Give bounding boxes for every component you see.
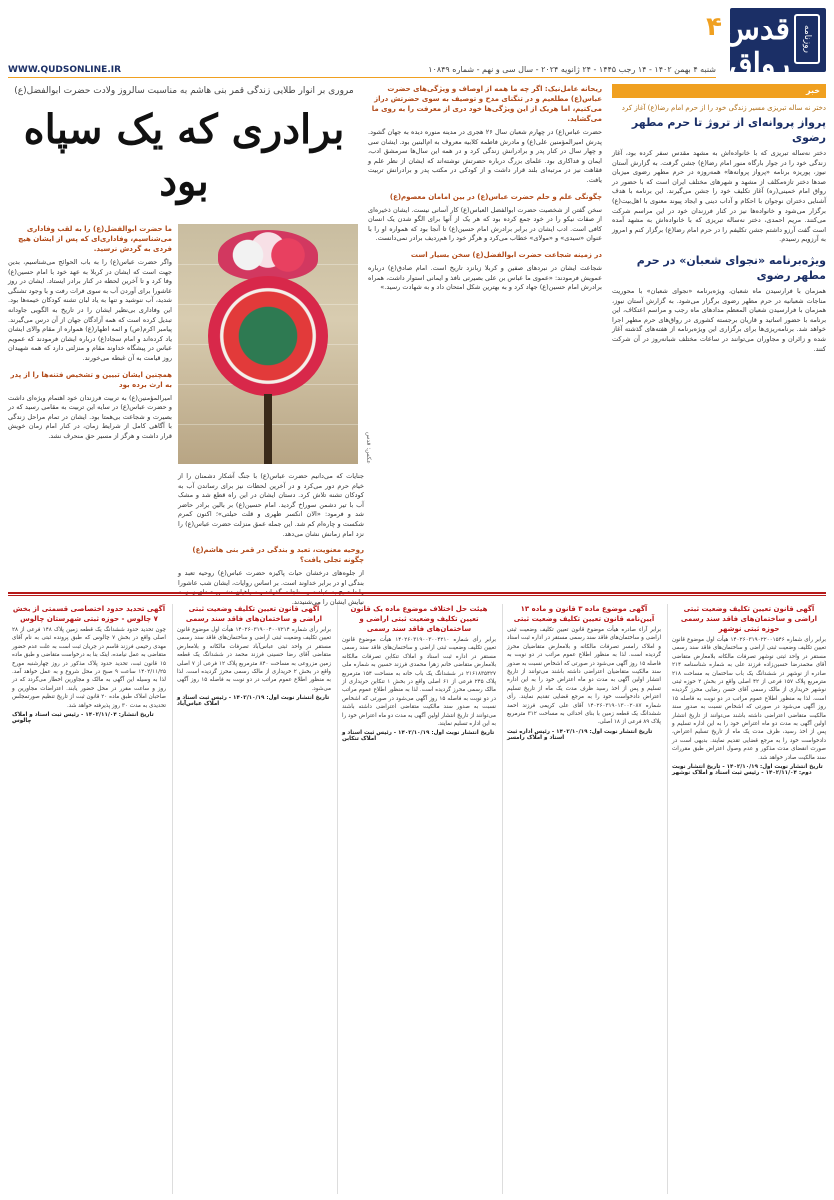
feature-lead-body2: امیرالمؤمنین(ع) به تربیت فرزندان خود اهتمام ویژه‌ای داشت و حضرت عباس(ع) در سایه این تربیت به مقامی رسید که در بصیرت و شجاعت بی‌همتا بود. ایشان در تمام مراحل زندگی با آگاهی کامل از شرایط زمان، در کنار امام زمان خویش قرار داشت و هرگز از مسیر حق منحرف نشد. — [8, 393, 172, 440]
issue-meta-row — [8, 62, 716, 78]
notice-title: آگهی قانون تعیین تکلیف وضعیت ثبتی اراضی و ساختمان‌های فاقد سند رسمی حوزه ثبتی نوشهر — [680, 605, 818, 633]
issue-date-line: شنبه ۴ بهمن ۱۴۰۲ - ۱۴ رجب ۱۴۴۵ - ۲۴ ژانویه ۲۰۲۴ - سال سی و نهم - شماره ۱۰۸۴۹ — [428, 65, 716, 74]
feature-mid-body3: شجاعت ایشان در نبردهای صفین و کربلا زبانزد تاریخ است. امام صادق(ع) درباره عمویش فرمودند: «عموی ما عباس بن علی بصیرتی نافذ و ایمانی استوار داشت، همراه برادرش امام حسین(ع) جهاد کرد و به بهترین شکل امتحان داد و به شهادت رسید.» — [368, 263, 602, 292]
feature-mid-subhead: چگونگی علم و حلم حضرت عباس(ع) در بین امامان معصوم(ع) — [389, 192, 602, 201]
site-url-link[interactable]: WWW.QUDSONLINE.IR — [8, 64, 122, 75]
notice-title: هیئت حل اختلاف موضوع ماده یک قانون تعیین تکلیف وضعیت ثبتی اراضی و ساختمان‌های فاقد سند رسمی — [350, 605, 488, 633]
notice-body: چون تحدید حدود ششدانگ یک قطعه زمین پلاک ۱۴۸ فرعی از ۲۸ اصلی واقع در بخش ۷ چالوس که طبق پرونده ثبتی به نام آقای مهدی رحیمی فرزند قاسم در جریان ثبت است به علت عدم حضور متقاضی به عمل نیامده، اینک بنا به درخواست متقاضی و طبق ماده ۱۵ قانون ثبت، تحدید حدود پلاک مذکور در روز چهارشنبه مورخ ۱۴۰۲/۱۱/۲۵ ساعت ۹ صبح در محل شروع و به عمل خواهد آمد. لذا به وسیله این آگهی به مالک و مجاورین اخطار می‌گردد که در روز و ساعت مقرر در محل حضور یابند. اعتراضات مجاورین و صاحبان املاک طبق ماده ۲۰ قانون ثبت از تاریخ تنظیم صورتمجلس تحدیدی به مدت ۳۰ روز پذیرفته خواهد شد. — [11, 627, 166, 709]
notice-signature: تاریخ انتشار: ۱۴۰۲/۱۱/۰۴ - رئیس ثبت اسناد و املاک چالوس — [12, 712, 154, 725]
logo-emblem-icon: روزنامه — [794, 14, 820, 64]
feature-column-left — [8, 224, 172, 442]
photo-caption: عکس: قدس — [365, 432, 372, 464]
news1-body: دختر نه‌ساله تبریزی که با خانواده‌اش به مشهد مقدس سفر کرده بود، آغاز زندگی خود را در جوار بارگاه منور امام رضا(ع) جشن گرفت. به گزارش آستان نیوز، پوریزه برنامه «پرواز پروانه‌ها» همه‌روزه در حرم مطهر رضوی میزبان صدها دختر تازه‌مکلف از مشهد و شهرهای مختلف ایران است که با حضور در رواق امام خمینی(ره) آغاز تکلیف خود را جشن می‌گیرند. این برنامه با هدف آشنایی دختران نوجوان با احکام و آداب دینی و ایجاد پیوند معنوی با اهل‌بیت(ع) برگزار می‌شود و خانواده‌ها نیز در کنار فرزندان خود در این مراسم شرکت می‌کنند. مریم احمدی، دختر نه‌ساله تبریزی که با خانواده‌اش به مشهد آمده است گفت آرزو داشتم جشن تکلیفم را در حرم امام رضا(ع) برگزار کنم و امروز به آرزویم رسیدم. — [612, 149, 826, 244]
notice-column — [8, 604, 166, 1194]
notice-signature: تاریخ انتشار نوبت اول: ۱۴۰۲/۱۰/۱۹ - رئیس ثبت اسناد و املاک تنکابن — [342, 730, 495, 743]
notice-title: آگهی موضوع ماده ۳ قانون و ماده ۱۳ آیین‌نامه قانون تعیین تکلیف وضعیت ثبتی — [513, 605, 655, 623]
masthead — [0, 0, 834, 80]
notice-item — [672, 604, 826, 776]
notice-column — [502, 604, 661, 1194]
feature-article — [8, 84, 602, 606]
feature-below-body2: از جلوه‌های درخشان حیات پاکیزه حضرت عباس(ع) روحیه تعبد و بندگی او در برابر خداوند است. بر اساس روایات، ایشان شب عاشورا را تا صبح به عبادت و مناجات گذراند و سپاهیان دشمن صدای زمزمه نیایش ایشان را می‌شنیدند. — [178, 569, 364, 606]
section-divider — [8, 592, 826, 596]
wreath-stand-icon — [264, 394, 272, 464]
notice-title: آگهی تحدید حدود اختصاصی قسمتی از بخش ۷ چالوس - حوزه ثبتی شهرستان چالوس — [12, 605, 166, 623]
legal-notices — [8, 604, 826, 1194]
feature-lead-body: واگر حضرت عباس(ع) را به باب الحوائج می‌شناسیم، بدین جهت است که ایشان در کربلا به عهد خود با امام حسین(ع) وفا کرد و تا آخرین لحظه در کنار برادر ایستاد. ایشان در روز عاشورا برای آوردن آب به سوی فرات رفت و با وجود تشنگی شدید، آب ننوشید و تنها به یاد لبان تشنه کودکان خیمه‌ها بود. این وفاداری بی‌نظیر ایشان را در تاریخ به الگویی جاودانه تبدیل کرده است که همه آزادگان جهان از آن درس می‌گیرند. پیامبر اکرم(ص) و ائمه اطهار(ع) همواره از مقام والای ایشان یاد کرده‌اند و امام سجاد(ع) درباره ایشان فرمودند که عمویم عباس در پیشگاه خداوند مقام و منزلتی دارد که همه شهیدان روز قیامت به آن غبطه می‌خورند. — [8, 258, 172, 362]
notice-signature: تاریخ انتشار نوبت اول: ۱۴۰۲/۱۰/۱۹ - تاریخ انتشار نوبت دوم: ۱۴۰۲/۱۱/۰۴ - رئیس ثبت اسناد و املاک نوشهر — [672, 764, 823, 777]
notice-title: آگهی قانون تعیین تکلیف وضعیت ثبتی اراضی و ساختمان‌های فاقد سند رسمی — [185, 605, 323, 623]
feature-mid-body2: سخن گفتن از شخصیت حضرت ابوالفضل العباس(ع) کار آسانی نیست. ایشان ذخیره‌ای از صفات نیکو را در خود جمع کرده بود که هر یک از آنها برای الگو شدن یک انسان کافی است. ادب ایشان در برابر برادرش امام حسین(ع) تا آنجا بود که همواره او را با عنوان «سیدی» و «مولای» خطاب می‌کرد و هرگز خود را هم‌ردیف برادر نمی‌دانست. — [368, 205, 602, 243]
news-column — [612, 84, 826, 584]
feature-mid-subhead2: در زمینه شجاعت حضرت ابوالفضل(ع) سخن بسیار است — [410, 250, 602, 259]
news2-body: همزمان با فرارسیدن ماه شعبان، ویژه‌برنامه «نجوای شعبان» با محوریت مناجات شعبانیه در حرم مطهر رضوی برگزار می‌شود. به گزارش آستان نیوز، همزمان با فرارسیدن شعبان المعظم مدادهای ماه رجب و مراسم اعتکاف، این برنامه با حضور اساتید و قاریان برجسته کشوری در رواق‌های حرم مطهر اجرا خواهد شد. برنامه‌ریزی‌ها برای برگزاری این ویژه‌برنامه از هفته‌های گذشته آغاز شده و زائران و مجاوران می‌توانند در ساعات مختلف شبانه‌روز در آن شرکت کنند. — [612, 286, 826, 353]
notice-item — [507, 604, 661, 741]
notice-body: برابر رأی شماره ۱۴۰۲۶۰۳۱۹۰۲۲۰۰۱۵۴۶ هیأت اول موضوع قانون تعیین تکلیف وضعیت ثبتی اراضی و ساختمان‌های فاقد سند رسمی مستقر در واحد ثبتی نوشهر تصرفات مالکانه بلامعارض متقاضی آقای محمدرضا حسین‌زاده فرزند علی به شماره شناسنامه ۲۱۴ صادره از نوشهر در ششدانگ یک باب ساختمان به مساحت ۲۱۸ مترمربع پلاک ۱۵۷ فرعی از ۴۲ اصلی واقع در بخش ۲ حوزه ثبتی نوشهر خریداری از مالک رسمی آقای حسن رضایی محرز گردیده است. لذا به منظور اطلاع عموم مراتب در دو نوبت به فاصله ۱۵ روز آگهی می‌شود در صورتی که اشخاص نسبت به صدور سند مالکیت متقاضی اعتراضی داشته باشند می‌توانند از تاریخ انتشار اولین آگهی به مدت دو ماه اعتراض خود را به این اداره تسلیم و پس از اخذ رسید، ظرف مدت یک ماه از تاریخ تسلیم اعتراض، دادخواست خود را به مرجع قضایی تقدیم نمایند. بدیهی است در صورت انقضای مدت مذکور و عدم وصول اعتراض طبق مقررات سند مالکیت صادر خواهد شد. — [672, 637, 826, 761]
notice-column — [667, 604, 826, 1194]
page-number: ۴ — [706, 12, 722, 42]
feature-mid-body: حضرت عباس(ع) در چهارم شعبان سال ۲۶ هجری در مدینه منوره دیده به جهان گشود. پدرش امیرالمؤمنین علی(ع) و مادرش فاطمه کلابیه معروف به ام‌البنین بود. ایشان سی و چهار سال در کنار پدر و برادرانش زندگی کرد و در همه این سال‌ها سرمشق ادب، ایمان و فداکاری بود. علمای بزرگ درباره حضرتش نوشته‌اند که ایشان از نظر علم و فقاهت نیز در مرتبه‌ای بلند قرار داشت و از کودکی در مکتب پدر و برادرانش تربیت یافت. — [368, 128, 602, 184]
feature-mid-intro: ریحانه عامل‌نیک: اگر چه ما همه از اوصاف و ویژگی‌های حضرت عباس(ع) مطلعیم و در تنگنای مدح و توصیف به سوی حضرتش دراز می‌کنیم، اما هریک از این ویژگی‌ها خود دری از معرفت را به روی ما می‌گشاید. — [371, 85, 602, 123]
news-section-label: خبر — [612, 84, 826, 98]
feature-column-right — [368, 84, 602, 293]
feature-headline[interactable]: برادری که یک سپاه بود — [23, 106, 345, 205]
notice-body: برابر رأی شماره ۱۴۰۲۶۰۳۱۹۰۰۴۰۰۷۲۱۴ هیأت اول موضوع قانون تعیین تکلیف وضعیت ثبتی اراضی و ساختمان‌های فاقد سند رسمی مستقر در واحد ثبتی عباس‌آباد تصرفات مالکانه و بلامعارض متقاضی آقای رضا حسینی فرزند محمد در ششدانگ یک قطعه زمین مزروعی به مساحت ۸۴۰ مترمربع پلاک ۱۲ فرعی از ۷ اصلی واقع در بخش ۲ خریداری از مالک رسمی محرز گردیده است. لذا به منظور اطلاع عموم مراتب در دو نوبت به فاصله ۱۵ روز آگهی می‌شود. — [177, 627, 331, 692]
notice-item — [342, 604, 496, 742]
notice-item — [12, 604, 166, 724]
logo-wordmark: قدس رواق — [723, 12, 790, 82]
news2-title[interactable]: ویژه‌برنامه «نجوای شعبان» در حرم مطهر رضوی — [636, 253, 826, 282]
feature-kicker: مروری بر انوار طلایی زندگی قمر بنی هاشم به مناسبت سالروز ولادت حضرت ابوالفضل(ع) — [14, 86, 354, 96]
shrine-wreath-photo — [178, 224, 358, 464]
feature-below-subhead: روحیه معنویت، تعبد و بندگی در قمر بنی هاشم(ع) چگونه تجلی یافت؟ — [192, 546, 364, 565]
flower-wreath-icon — [208, 276, 328, 396]
news1-title[interactable]: پرواز پروانه‌ای از تروژ تا حرم مطهر رضوی — [631, 116, 826, 144]
notice-body: برابر آراء صادره هیأت موضوع قانون تعیین تکلیف وضعیت ثبتی اراضی و ساختمان‌های فاقد سند رسمی مستقر در اداره ثبت اسناد و املاک رامسر تصرفات مالکانه و بلامعارض متقاضیان محرز گردیده است. لذا به منظور اطلاع عموم مراتب در دو نوبت به فاصله ۱۵ روز آگهی می‌شود در صورتی که اشخاص نسبت به صدور سند مالکیت متقاضیان اعتراضی داشته باشند می‌توانند از تاریخ انتشار اولین آگهی به مدت دو ماه اعتراض خود را به این اداره تسلیم و پس از اخذ رسید ظرف مدت یک ماه از تاریخ تسلیم اعتراض دادخواست خود را به مرجع قضایی تقدیم نمایند. رأی شماره ۱۴۰۲۶۰۳۱۹۰۱۳۰۰۲۰۸۷ آقای علی کریمی فرزند احمد ششدانگ یک قطعه زمین با بنای احداثی به مساحت ۳۱۲ مترمربع پلاک ۸۹ فرعی از ۱۸ اصلی. — [507, 627, 661, 726]
notice-signature: تاریخ انتشار نوبت اول: ۱۴۰۲/۱۰/۱۹ - رئیس ثبت اسناد و املاک عباس‌آباد — [177, 695, 330, 708]
notice-signature: تاریخ انتشار نوبت اول: ۱۴۰۲/۱۰/۱۹ - رئیس اداره ثبت اسناد و املاک رامسر — [507, 728, 653, 741]
notice-item — [177, 604, 331, 707]
notice-column — [337, 604, 496, 1194]
news1-kicker: دختر نه ساله تبریزی مسیر زندگی خود را از حرم امام رضا(ع) آغاز کرد — [621, 104, 826, 112]
feature-column-center — [178, 468, 364, 608]
notice-body: برابر رأی شماره ۱۴۰۲۶۰۳۱۹۰۰۳۰۰۴۲۱۰ هیأت موضوع قانون تعیین تکلیف وضعیت ثبتی اراضی و ساختمان‌های فاقد سند رسمی مستقر در اداره ثبت اسناد و املاک تنکابن تصرفات مالکانه بلامعارض متقاضی خانم زهرا محمدی فرزند حسین به شماره ملی ۲۱۶۱۸۳۵۴۲۷ در ششدانگ یک باب خانه به مساحت ۱۵۴ مترمربع پلاک ۲۴۵ فرعی از ۶۱ اصلی واقع در بخش ۱ تنکابن خریداری از مالک رسمی محرز گردیده است. لذا به منظور اطلاع عموم مراتب در دو نوبت به فاصله ۱۵ روز آگهی می‌شود در صورتی که اشخاص نسبت به صدور سند مالکیت متقاضی اعتراضی داشته باشند می‌توانند از تاریخ انتشار اولین آگهی به مدت دو ماه اعتراض خود را به این اداره تسلیم نمایند. — [342, 637, 496, 728]
feature-lead-intro: ما حضرت ابوالفضل(ع) را به لقب وفاداری می‌شناسیم، وفاداری‌ای که پس از ایشان هیچ فردی به گردش نرسید. — [18, 225, 172, 253]
feature-below-body: جنایات که می‌دانیم حضرت عباس(ع) با جنگ آشکار دشمنان را از خیام حرم دور می‌کرد و در آخرین لحظات نیز برای رساندن آب به کودکان تشنه تلاش کرد. دستان ایشان در این راه قطع شد و مشک آب با تیر دشمن سوراخ گردید. امام حسین(ع) بر بالین برادر حاضر شد و فرمود: «الان انکسر ظهری و قلت حیلتی»؛ اکنون کمرم شکست و چاره‌ام کم شد. این جمله عمق منزلت حضرت عباس(ع) را نزد امام زمانش نشان می‌دهد. — [178, 472, 364, 538]
notice-column — [172, 604, 331, 1194]
feature-lead-subhead: همچنین ایشان تبیین و تشخیص فتنه‌ها را از پدر به ارث برده بود — [10, 370, 172, 389]
newspaper-logo[interactable] — [723, 8, 826, 82]
flower-bouquet-icon — [218, 230, 318, 280]
